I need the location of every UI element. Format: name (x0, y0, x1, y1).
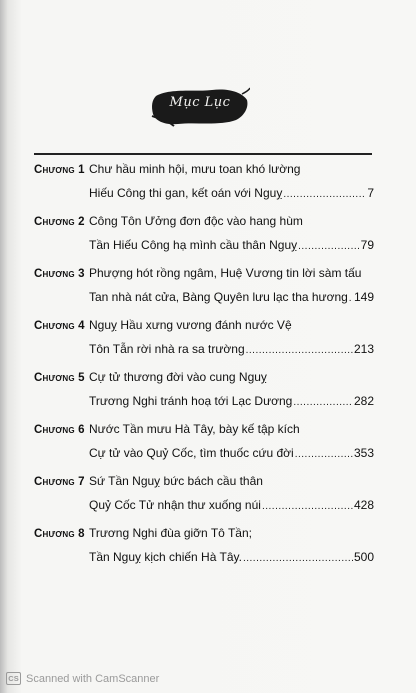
watermark-text: Scanned with CamScanner (26, 672, 160, 685)
chapter-label: Chương 2 (34, 216, 85, 228)
toc-title: Mục Lục (169, 95, 231, 110)
chapter-title-line-2 (89, 446, 374, 460)
chapter-title-text: Tần Hiếu Công hạ mình cầu thân Nguỵ (89, 238, 298, 252)
chapter-title-line-1: Chư hầu minh hội, mưu toan khó lường (89, 162, 301, 176)
chapter-title-text: Tần Nguỵ kịch chiến Hà Tây. (89, 550, 242, 564)
chapter-label: Chương 5 (34, 372, 85, 384)
chapter-title-text: Tan nhà nát cửa, Bàng Quyên lưu lạc tha hương (89, 290, 348, 304)
page-number: 213 (353, 342, 374, 356)
chapter-title-line-2 (89, 550, 374, 564)
dot-leader (246, 345, 353, 356)
heading-divider (34, 153, 372, 155)
page-number: 428 (353, 498, 374, 512)
chapter-title-line-1: Công Tôn Ưởng đơn độc vào hang hùm (89, 214, 303, 228)
chapter-label: Chương 3 (34, 268, 85, 280)
camscanner-logo-icon: CS (6, 672, 21, 685)
toc-entry-6[interactable] (34, 421, 374, 473)
chapter-title-line-2 (89, 290, 374, 304)
chapter-title-line-2 (89, 186, 374, 200)
toc-entry-7[interactable] (34, 473, 374, 525)
chapter-title-line-2 (89, 342, 374, 356)
chapter-label: Chương 4 (34, 320, 85, 332)
dot-leader (283, 189, 366, 200)
page-number: 353 (353, 446, 374, 460)
toc-entry-2[interactable] (34, 213, 374, 265)
chapter-title-line-2 (89, 238, 374, 252)
chapter-title-line-2 (89, 394, 374, 408)
chapter-title-line-2 (89, 498, 374, 512)
chapter-title-line-1: Phượng hót rồng ngâm, Huệ Vương tin lời sàm tấu (89, 266, 362, 280)
chapter-title-line-1: Sứ Tần Nguỵ bức bách cầu thân (89, 474, 263, 488)
chapter-label: Chương 8 (34, 528, 85, 540)
dot-leader (262, 501, 353, 512)
chapter-title-line-1: Nước Tần mưu Hà Tây, bày kế tập kích (89, 422, 300, 436)
chapter-title-text: Quỷ Cốc Tử nhận thư xuống núi (89, 498, 261, 512)
chapter-title-text: Tôn Tẫn rời nhà ra sa trường (89, 342, 245, 356)
page-number: 500 (353, 550, 374, 564)
chapter-title-text: Trương Nghi tránh hoạ tới Lạc Dương (89, 394, 293, 408)
chapter-label: Chương 7 (34, 476, 85, 488)
page-number: 7 (367, 186, 374, 200)
toc-entry-1[interactable] (34, 161, 374, 213)
chapter-title-line-1: Nguỵ Hầu xưng vương đánh nước Vệ (89, 318, 292, 332)
dot-leader (293, 397, 353, 408)
chapter-label: Chương 1 (34, 164, 85, 176)
chapter-title-text: Hiếu Công thi gan, kết oán với Nguỵ (89, 186, 283, 200)
dot-leader (298, 241, 360, 252)
page-number: 149 (353, 290, 374, 304)
scanner-watermark (6, 672, 159, 685)
chapter-title-text: Cự tử vào Quỷ Cốc, tìm thuốc cứu đời (89, 446, 294, 460)
toc-heading-brush (150, 86, 250, 128)
page-number: 79 (360, 238, 374, 252)
page-number: 282 (353, 394, 374, 408)
dot-leader (295, 449, 353, 460)
chapter-title-line-1: Cự tử thương đời vào cung Nguỵ (89, 370, 267, 384)
chapter-label: Chương 6 (34, 424, 85, 436)
chapter-title-line-1: Trương Nghi đùa giỡn Tô Tần; (89, 526, 252, 540)
toc-entry-5[interactable] (34, 369, 374, 421)
dot-leader (243, 553, 353, 564)
toc-entry-3[interactable] (34, 265, 374, 317)
toc-entry-4[interactable] (34, 317, 374, 369)
toc-entry-8[interactable] (34, 525, 374, 577)
table-of-contents (34, 161, 374, 577)
dot-leader (349, 293, 353, 304)
